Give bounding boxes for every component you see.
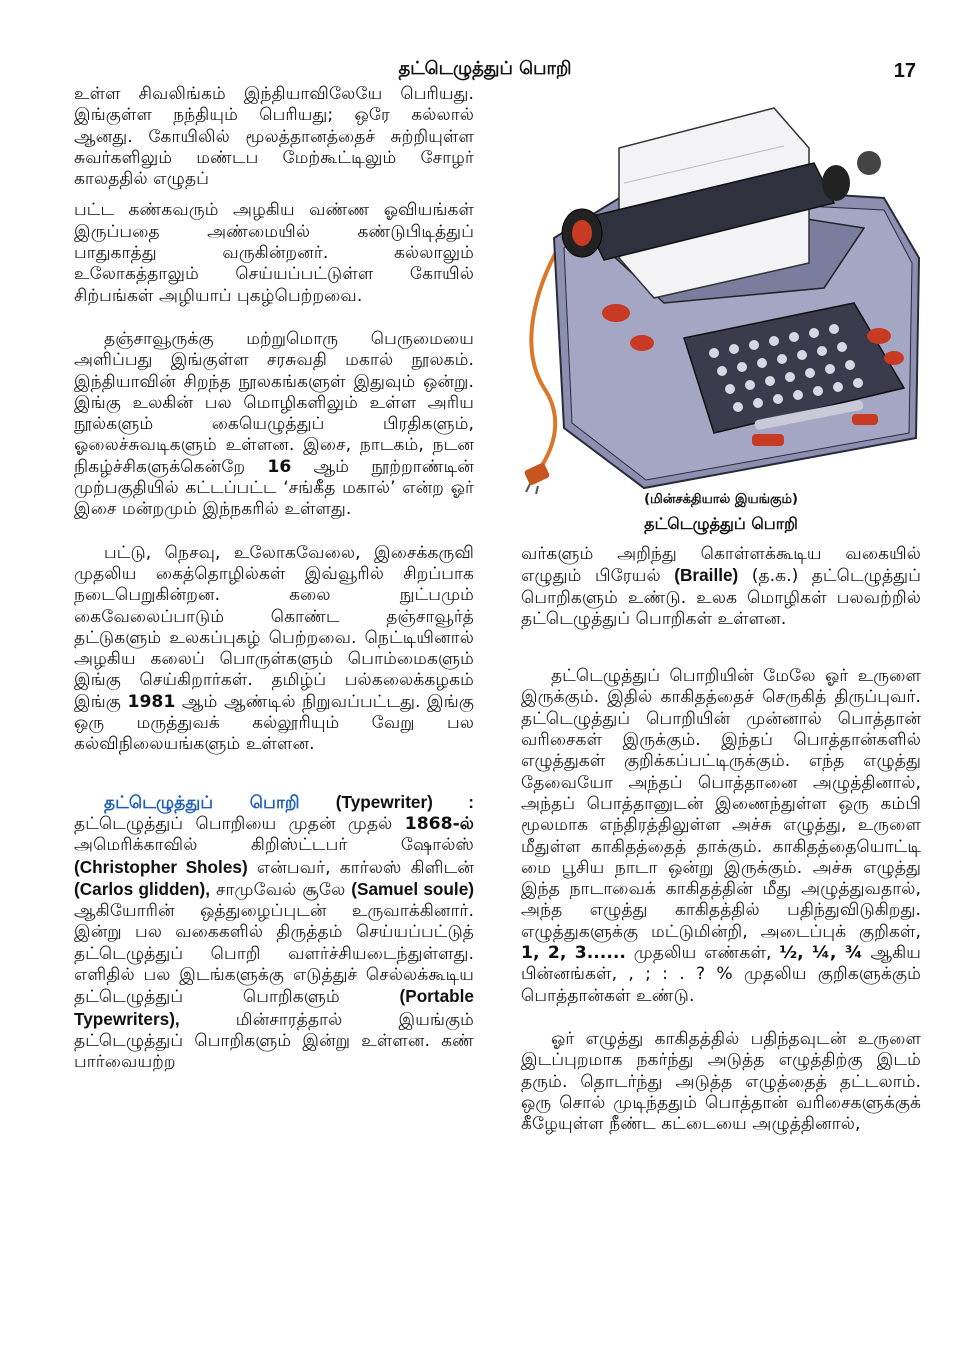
running-title: தட்டெழுத்துப் பொறி — [398, 58, 572, 79]
left-column — [74, 84, 474, 1073]
name-carlos-glidden: (Carlos glidden), — [74, 878, 211, 899]
right-column — [521, 544, 921, 1135]
entry-text-b: அமெரிக்காவில் கிறிஸ்ட்டபர் ஷோல்ஸ் — [74, 835, 474, 856]
paragraph-temple-lingam: உள்ள சிவலிங்கம் இந்தியாவிலேயே பெரியது. இங்குள்ள நந்தியும் பெரியது; ஒரே கல்லால் ஆனது. கோயிலில் மூலத்தானத்தைச் சுற்றியுள்ள சுவர்களிலும் மண்டப மேற்கூட்டிலும் சோழர் காலததில் எழுதப் — [74, 84, 474, 190]
paragraph-library — [74, 329, 474, 521]
figure-caption-line2: தட்டெழுத்துப் பொறி — [644, 514, 798, 533]
fraction-list: ½, ¼, ¾ — [779, 943, 863, 964]
page-number: 17 — [893, 60, 916, 82]
entry-text-a: தட்டெழுத்துப் பொறியை முதன் முதல் — [74, 813, 393, 834]
typewriter-drawing — [524, 88, 924, 496]
paragraph-crafts — [74, 543, 474, 756]
entry-heading: தட்டெழுத்துப் பொறி — [104, 792, 300, 813]
name-christopher-sholes: (Christopher Sholes) — [74, 856, 248, 877]
crafts-text: பட்டு, நெசவு, உலோகவேலை, இசைக்கருவி முதலிய கைத்தொழில்கள் இவ்வூரில் சிறப்பாக நடைபெறுகின்றன. கலை நுட்பமும் கைவேலைப்பாடும் கொண்ட தஞ்சாவூர்த் தட்டுகளும் உலகப்புகழ் பெற்றவை. நெட்டியினால் அழகிய கலைப் பொருள்களும் பொம்மைகளும் இங்கு செய்கிறார்கள். தமிழ்ப் பல்கலைக்கழகம் இங்கு — [74, 542, 474, 712]
entry-text-c: என்பவர், கார்லஸ் கிளிடன் — [256, 857, 474, 878]
entry-text-e: ஆகியோரின் ஒத்துழைப்புடன் உருவாக்கினார். இன்று பல வகைகளில் திருத்தம் செய்யப்பட்டுத் தட்டெழுத்துப் பொறி வளர்ச்சியடைந்துள்ளது. எளிதில் பல இடங்களுக்கு எடுத்துச் செல்லக்கூடிய தட்டெழுத்துப் பொறிகளும் — [74, 901, 474, 1008]
number-list: 1, 2, 3...... — [521, 943, 626, 964]
figure-caption-line1: (மின்சக்தியால் இயங்கும்) — [644, 492, 798, 507]
paragraph-typewriter-entry — [74, 792, 474, 1074]
entry-heading-english: (Typewriter) : — [335, 791, 474, 812]
typewriter-illustration — [524, 88, 924, 496]
invention-year: 1868-ல் — [404, 813, 474, 834]
braille-text-a: வர்களும் அறிந்து கொள்ளக்கூடிய வகையில் எழுதும் பிரேயல் — [521, 544, 921, 587]
century-number: 16 — [267, 456, 292, 477]
mechanism-text-b: முதலிய எண்கள், — [633, 943, 772, 964]
library-text: தஞ்சாவூருக்கு மற்றுமொரு பெருமையை அளிப்பது இங்குள்ள சரசுவதி மகால் நூலகம். இந்தியாவின் சிறந்த நூலகங்களுள் இதுவும் ஒன்று. இங்கு உலகின் பல மொழிகளிலும் உள்ள அரிய நூல்களும் கையெழுத்துப் பிரதிகளும், ஓலைச்சுவடிகளும் உள்ளன. இசை, நாடகம், நடன நிகழ்ச்சிகளுக்கென்றே — [74, 328, 474, 477]
paragraph-carriage: ஓர் எழுத்து காகிதத்தில் பதிந்தவுடன் உருளை இடப்புறமாக நகர்ந்து அடுத்த எழுத்திற்கு இடம் தரும். தொடர்ந்து அடுத்த எழுத்தைத் தட்டலாம். ஒரு சொல் முடிந்ததும் பொத்தான் வரிசைகளுக்குக் கீழேயுள்ள நீண்ட கட்டையை அழுத்தினால், — [521, 1028, 921, 1135]
braille-text-b: (த.க.) தட்டெழுத்துப் பொறிகளும் உண்டு. உலக மொழிகள் பலவற்றில் தட்டெழுத்துப் பொறிகள் உள்ளன. — [521, 566, 921, 629]
paragraph-braille — [521, 544, 921, 630]
university-year: 1981 — [127, 691, 176, 712]
mechanism-text-c: ஆகிய பின்னங்கள், , ; : . ? % முதலிய குறிகளுக்கும் பொத்தான்கள் உண்டு. — [521, 943, 922, 1006]
paragraph-mechanism — [521, 666, 921, 1007]
braille-term: (Braille) — [674, 565, 739, 586]
library-text-rest: ஆம் நூற்றாண்டின் முற்பகுதியில் கட்டப்பட்ட ‘சங்கீத மகால்’ என்ற ஓர் இசை மன்றமும் இந்நகரில் உள்ளது. — [74, 456, 475, 520]
mechanism-text: தட்டெழுத்துப் பொறியின் மேலே ஓர் உருளை இருக்கும். இதில் காகிதத்தைச் செருகித் திருப்புவர். தட்டெழுத்துப் பொறியின் முன்னால் பொத்தான் வரிசைகள் இருக்கும். இந்தப் பொத்தான்களில் எழுத்துகள் குறிக்கப்பட்டிருக்கும். எந்த எழுத்து தேவையோ அந்தப் பொத்தானை அழுத்தினால், அந்தப் பொத்தானுடன் இணைந்துள்ள ஒரு கம்பி மூலமாக எந்திரத்திலுள்ள அச்சு எழுத்து, உருளை மீதுள்ள காகிதத்தைத் தாக்கும். காகிதத்தையொட்டி மை பூசிய நாடா ஒன்று இருக்கும். அச்சு எழுத்து இந்த நாடாவைக் காகிதத்தின் மீது அழுத்துவதால், அந்த எழுத்து காகிதத்தில் பதிந்துவிடுகிறது. எழுத்துகளுக்கு மட்டுமின்றி, அடைப்புக் குறிகள், — [521, 666, 921, 942]
name-samuel-soule: (Samuel soule) — [351, 878, 474, 899]
crafts-text-rest: ஆம் ஆண்டில் நிறுவப்பட்டது. இங்கு ஒரு மருத்துவக் கல்லூரியும் வேறு பல கல்விநிலையங்களும் உள்ளன. — [74, 691, 474, 755]
entry-text-f: மின்சாரத்தால் இயங்கும் தட்டெழுத்துப் பொறிகளும் இன்று உள்ளன. கண் பார்வையற்ற — [74, 1009, 474, 1073]
entry-text-d: சாமுவேல் சூலே — [216, 879, 346, 900]
portable-typewriters: (Portable Typewriters), — [74, 986, 474, 1029]
paragraph-temple-paintings: பட்ட கண்கவரும் அழகிய வண்ண ஓவியங்கள் இருப்பதை அண்மையில் கண்டுபிடித்துப் பாதுகாத்து வருகின்றனர். கல்லாலும் உலோகத்தாலும் செய்யப்பட்டுள்ள கோயில் சிற்பங்கள் அழியாப் புகழ்பெற்றவை. — [74, 200, 474, 306]
